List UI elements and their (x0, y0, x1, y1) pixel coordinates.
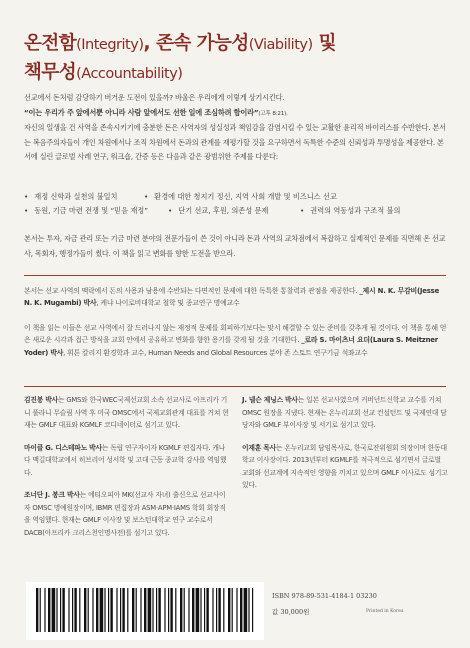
author-bio (242, 442, 448, 492)
paragraph-2: 본서는 투자, 자금 관리 또는 기금 마련 분야의 전문가들이 쓴 것이 아니라 돈과 사역의 교차점에서 복잡하고 실제적인 문제를 직면해 온 선교사, 목회자, 행정가들이 썼다. 이 책을 읽고 변화를 향한 도전을 받으라. (24, 234, 446, 258)
bios-left-column (24, 394, 230, 549)
price: 값 30,000원 (272, 608, 310, 616)
topic-item: • 단기 선교, 후원, 의존성 문제 (168, 204, 300, 218)
scripture-quote (24, 106, 450, 122)
title-and: 및 (312, 33, 336, 54)
endorsement-text: 본서는 선교 사역의 맥락에서 돈의 사용과 남용에 수반되는 다면적인 문제에 대한 독특한 통찰력과 관점을 제공한다. (24, 287, 358, 295)
topic-list (24, 190, 450, 219)
bio-name: J. 넬슨 제닝스 박사 (242, 396, 298, 404)
printed-in: Printed in Korea (366, 609, 404, 614)
bio-text: 는 독립 연구자이자 KGMLF 편집자다. 캐나다 맥길대학교에서 히브리어 성서학 및 고대 근동 종교학 강사를 역임했다. (24, 443, 227, 477)
author-bio (24, 489, 230, 539)
title-accountability-en: (Accountability) (76, 66, 183, 82)
topic-item: • 환경에 대한 청지기 정신, 지역 사회 개발 및 비즈니스 선교 (144, 190, 337, 204)
bio-name: 이재훈 목사 (242, 443, 276, 452)
title-integrity-en: (Integrity) (76, 37, 144, 53)
barcode-area (26, 582, 264, 640)
topic-item: • 권력의 역동성과 구조적 불의 (300, 204, 400, 218)
title-viability-en: (Viability) (248, 37, 313, 53)
intro-text: 선교에서 돈처럼 감당하기 버거운 도전이 있을까? 바울은 우리에게 이렇게 상기시킨다. (24, 93, 285, 102)
title-viability-ko: , 존속 가능성 (143, 33, 249, 54)
topic-row (24, 204, 450, 218)
barcode-icon (36, 588, 256, 632)
author-bio (242, 394, 448, 432)
paragraph-1: 자신의 일생을 건 사역을 존속시키기에 충분한 돈은 사역자의 성실성과 책임감을 감염시킬 수 있는 교활한 윤리적 바이러스를 수반한다. 본서는 복음주의자들이 개인 차원에서나 조직 차원에서 돈과의 관계를 재평가할 것을 요구하면서 독특한 수준의 신뢰성과 투명성을 제공한다. 본서에 실린 글로벌 사례 연구, 워크숍, 간증 등은 다음과 같은 광범위한 주제를 다룬다: (24, 123, 446, 162)
bio-name: 김진봉 박사 (24, 396, 58, 404)
endorsement-2 (24, 322, 448, 359)
quote-reference: (고후 8:21). (258, 110, 288, 117)
endorsement-author: _로라 S. 마이츠너 요더(Laura S. Meitzner Yoder) 박사 (24, 336, 438, 357)
endorsement-text: 이 책을 읽는 이들은 선교 사역에서 잘 드러나지 않는 재정적 문제를 회피하기보다는 맞서 해결할 수 있는 준비를 갖추게 될 것이다. 이 책을 통해 얻은 새로운 시각과 접근 방식을 교회 안에서 공유하고 변화를 향한 용기를 갖게 될 것을 기대한다. (24, 324, 447, 345)
quote-text: “이는 우리가 주 앞에서뿐 아니라 사람 앞에서도 선한 일에 조심하려 함이라” (24, 107, 259, 117)
bio-name: 마이클 G. 디스테파노 박사 (24, 443, 102, 452)
book-title (24, 30, 444, 88)
title-line-1 (24, 30, 444, 59)
bio-text: 는 온누리교회 담임목사로, 한국로잔위원회 의장이며 한동대학교 이사장이다. 2013년부터 KGMLF를 적극적으로 섬기면서 글로벌 교회와 선교계에 지속적인 영향을 끼치고 있으며 GMLF 이사로도 섬기고 있다. (242, 443, 448, 489)
endorsement-affiliation: , 휘튼 칼리지 환경학과 교수, Human Needs and Global Resources 분야 존 스토트 연구기금 석좌교수 (63, 348, 368, 357)
bio-name: 조너단 J. 봉크 박사 (24, 491, 80, 499)
author-bio (24, 442, 230, 480)
isbn: ISBN 978-89-531-4184-1 03230 (272, 592, 377, 600)
title-accountability-ko: 책무성 (24, 62, 77, 83)
divider (24, 386, 446, 387)
topic-row (24, 190, 450, 204)
bios-right-column (242, 394, 448, 502)
topic-item: • 재정 신학과 실천의 불일치 (24, 190, 144, 204)
title-line-2 (24, 59, 444, 88)
description (24, 91, 450, 165)
endorsement-author: _제시 N. K. 무감비(Jesse N. K. Mugambi) 박사 (24, 287, 440, 308)
topic-item: • 동원, 기금 마련 전쟁 및 “믿음 재정” (24, 204, 168, 218)
divider (24, 275, 446, 276)
endorsement-affiliation: , 케냐 나이로비대학교 철학 및 종교연구 명예교수 (96, 299, 240, 308)
bio-text: 는 에티오피아 MK(선교사 자녀) 출신으로 선교사이자 OMSC 명예원장이며, IBMR 편집장과 ASM·APM·IAMS 학회 회장직을 역임했다. 현재는 GMLF 이사장 및 보스턴대학교 연구 교수로서 DACB(아프리카 크리스천인명사전)를 섬기고 있다. (24, 491, 226, 537)
bio-text: 는 GMS와 한국WEC국제선교회 소속 선교사로 아프리카 기니 풀라니 무슬림 사역 후 미국 OMSC에서 국제교회관계 대표를 거쳐 현재는 GMLF 대표와 KGMLF 코디네이터로 섬기고 있다. (24, 396, 229, 429)
title-integrity-ko: 온전함 (24, 33, 77, 54)
author-bio (24, 394, 230, 432)
endorsement-1 (24, 285, 448, 310)
bio-text: 는 일본 선교사였으며 커버넌트신학교 교수를 거쳐 OMSC 원장을 지냈다. 현재는 온누리교회 선교 컨설턴트 및 국제연대 담당자와 GMLF 부이사장 및 서기로 섬기고 있다. (242, 396, 447, 429)
